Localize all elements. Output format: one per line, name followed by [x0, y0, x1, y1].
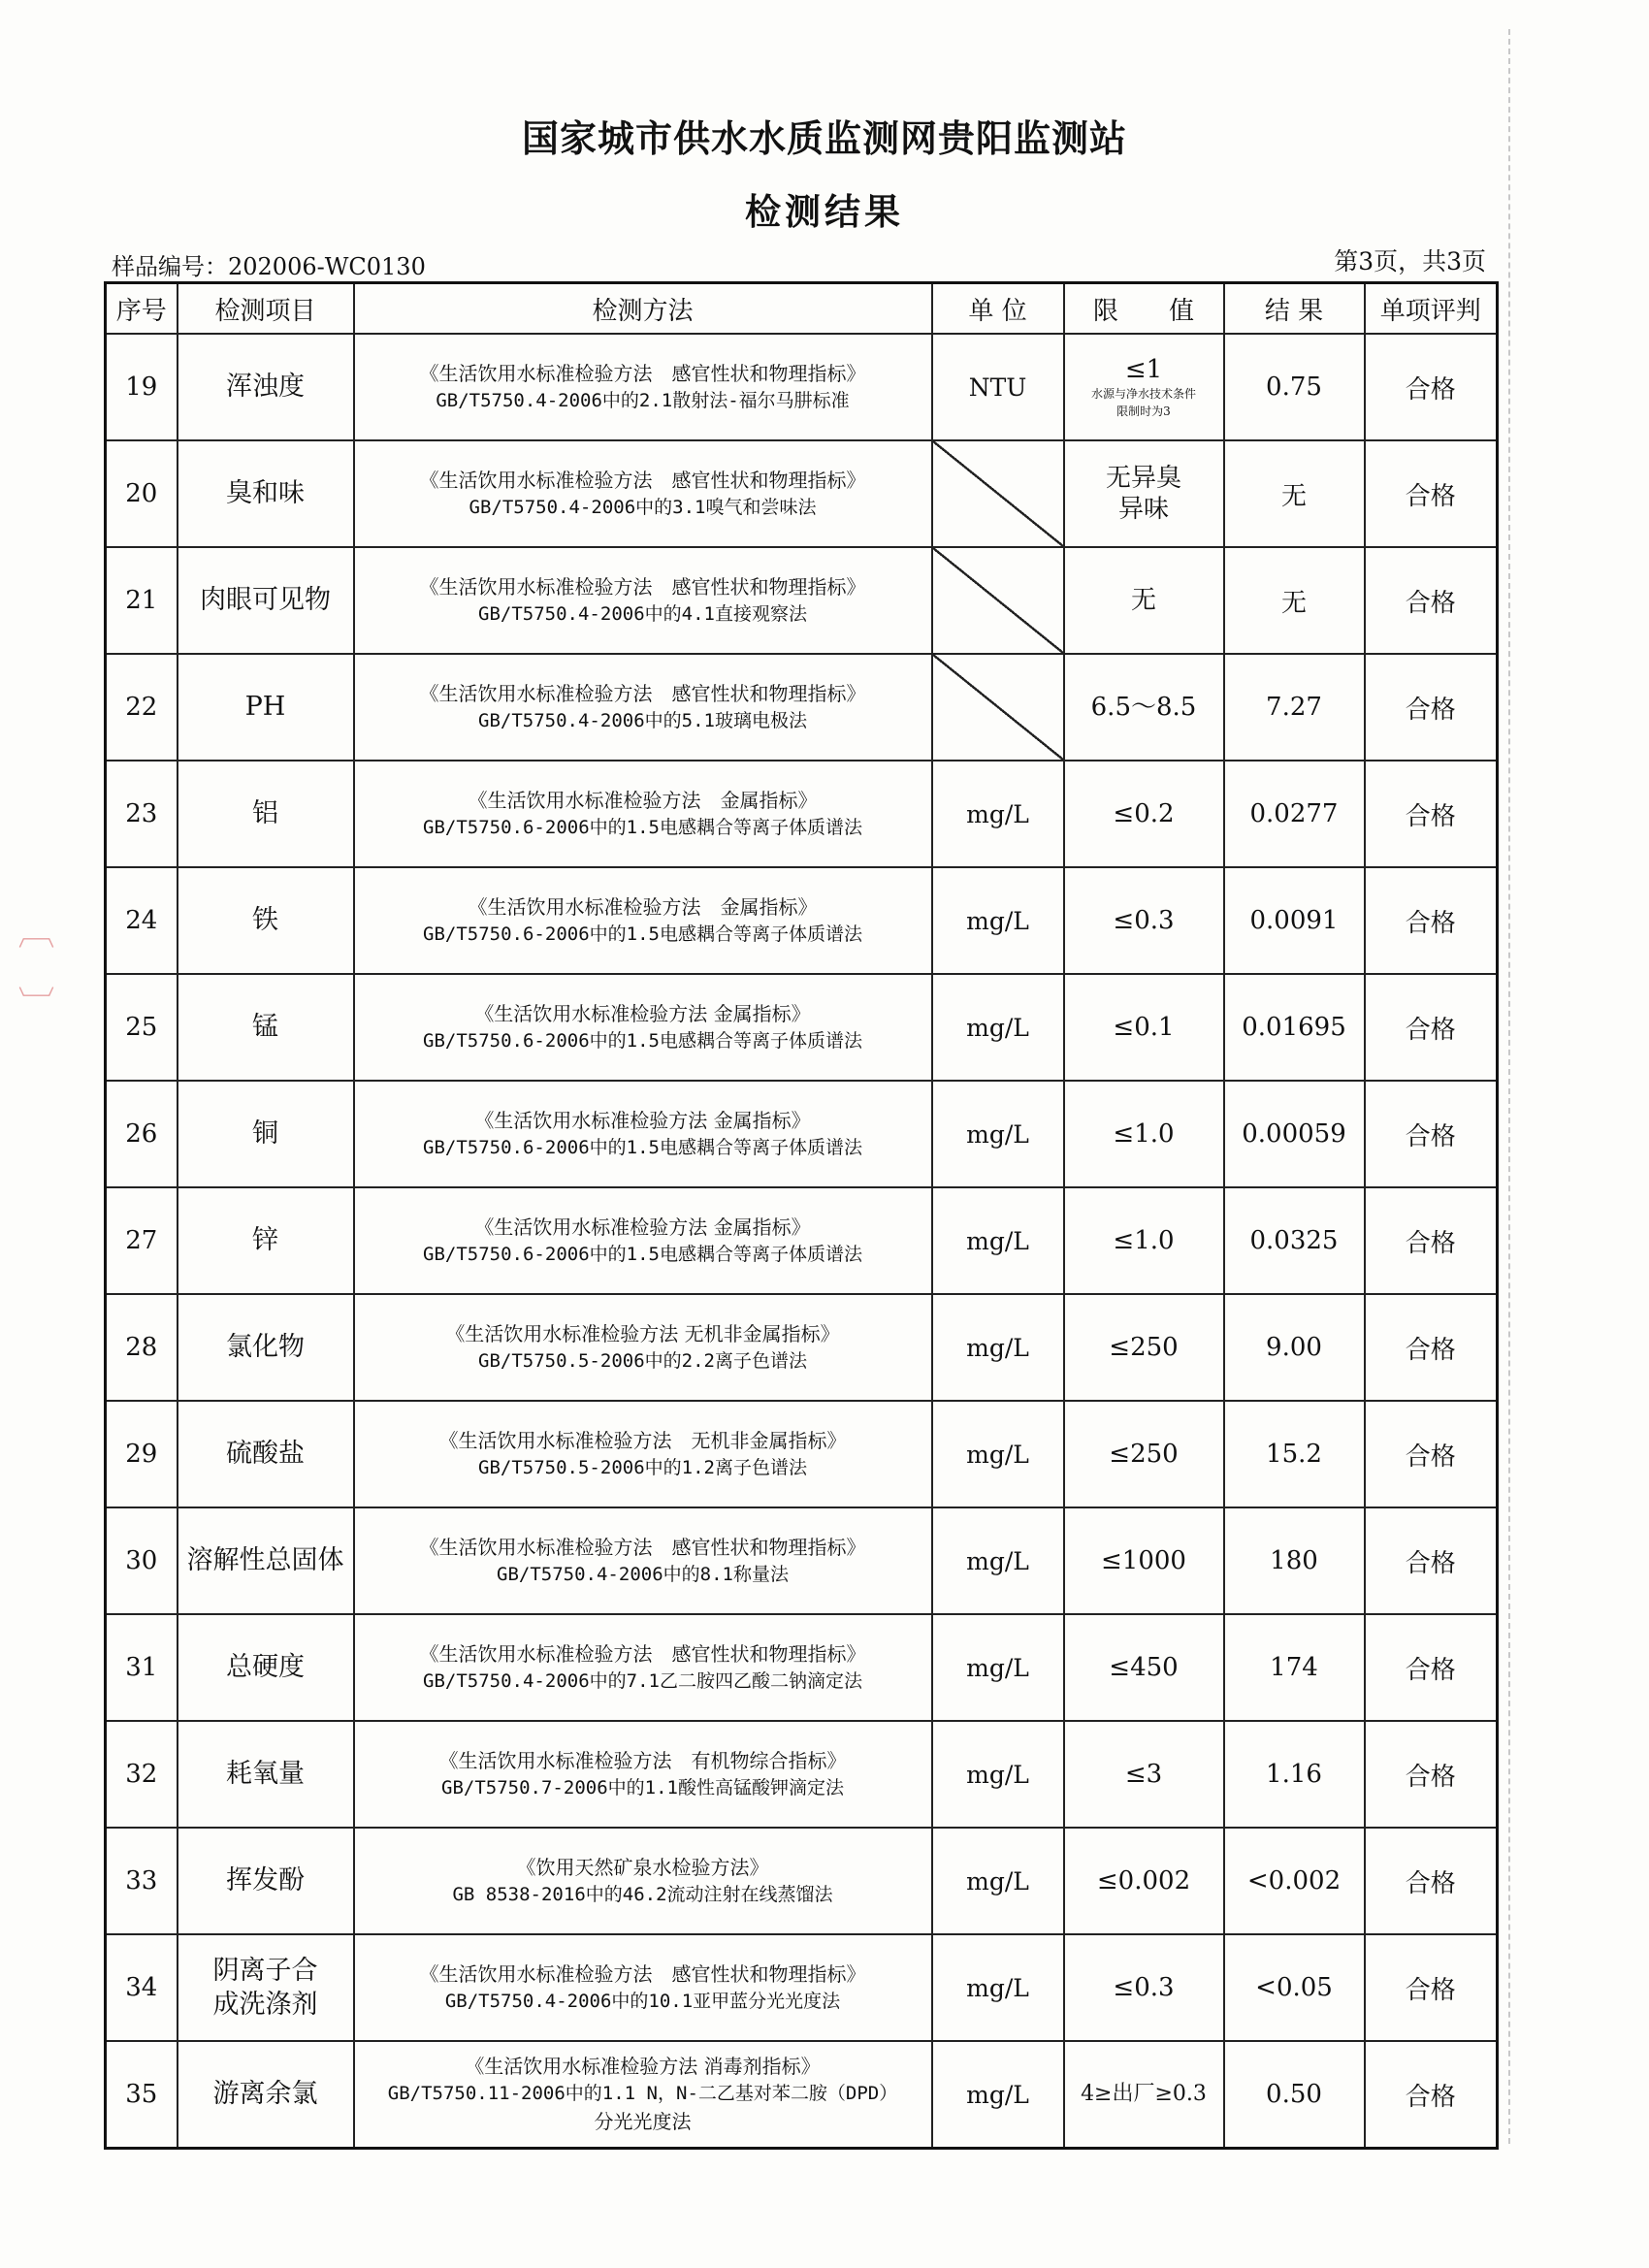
- method-line-2: GB/T5750.6-2006中的1.5电感耦合等离子体质谱法: [423, 923, 862, 945]
- table-row: [106, 1507, 1498, 1614]
- row-method: [354, 761, 932, 867]
- row-unit: mg/L: [932, 1401, 1064, 1507]
- header-seq: 序号: [106, 283, 178, 335]
- method-line-1: 《生活饮用水标准检验方法 感官性状和物理指标》: [419, 361, 866, 385]
- table-header-row: [106, 283, 1498, 335]
- table-row: [106, 1721, 1498, 1828]
- table-row: [106, 1401, 1498, 1507]
- row-item: 游离余氯: [178, 2041, 354, 2149]
- row-limit: ≤250: [1064, 1401, 1224, 1507]
- row-limit: ≤0.3: [1064, 867, 1224, 974]
- results-table: [104, 281, 1499, 2150]
- sample-number-value: 202006-WC0130: [228, 253, 426, 280]
- row-method: [354, 1721, 932, 1828]
- row-method: [354, 2041, 932, 2149]
- row-method: [354, 654, 932, 761]
- row-verdict: 合格: [1365, 1401, 1498, 1507]
- row-result: 0.0325: [1224, 1187, 1365, 1294]
- row-seq: 25: [106, 974, 178, 1081]
- method-line-2: GB/T5750.4-2006中的2.1散射法-福尔马肼标准: [436, 389, 850, 411]
- row-method: [354, 334, 932, 440]
- row-seq: 33: [106, 1828, 178, 1934]
- row-method: [354, 1401, 932, 1507]
- row-verdict: 合格: [1365, 1507, 1498, 1614]
- method-line-1: 《生活饮用水标准检验方法 消毒剂指标》: [465, 2055, 821, 2079]
- row-result: <0.002: [1224, 1828, 1365, 1934]
- method-line-2: GB/T5750.6-2006中的1.5电感耦合等离子体质谱法: [423, 1029, 862, 1052]
- method-line-1: 《生活饮用水标准检验方法 感官性状和物理指标》: [419, 574, 866, 599]
- row-verdict: 合格: [1365, 1294, 1498, 1401]
- row-unit: mg/L: [932, 1614, 1064, 1721]
- row-method: [354, 867, 932, 974]
- row-limit: ≤250: [1064, 1294, 1224, 1401]
- row-unit: mg/L: [932, 1828, 1064, 1934]
- header-method: 检测方法: [354, 283, 932, 335]
- table-row: [106, 1934, 1498, 2041]
- row-seq: 29: [106, 1401, 178, 1507]
- row-item: 总硬度: [178, 1614, 354, 1721]
- row-unit: NTU: [932, 334, 1064, 440]
- method-line-1: 《生活饮用水标准检验方法 金属指标》: [468, 788, 818, 812]
- header-result: 结 果: [1224, 283, 1365, 335]
- row-method: [354, 974, 932, 1081]
- row-seq: 23: [106, 761, 178, 867]
- row-unit: mg/L: [932, 1934, 1064, 2041]
- row-item: 肉眼可见物: [178, 547, 354, 654]
- table-row: [106, 2041, 1498, 2149]
- method-line-2: GB/T5750.5-2006中的2.2离子色谱法: [478, 1349, 807, 1372]
- method-line-1: 《饮用天然矿泉水检验方法》: [516, 1855, 769, 1879]
- row-seq: 26: [106, 1081, 178, 1187]
- row-item: 浑浊度: [178, 334, 354, 440]
- row-result: 0.75: [1224, 334, 1365, 440]
- method-line-2: GB/T5750.7-2006中的1.1酸性高锰酸钾滴定法: [441, 1776, 844, 1798]
- method-line-2: GB/T5750.4-2006中的3.1嗅气和尝味法: [469, 496, 817, 518]
- row-seq: 34: [106, 1934, 178, 2041]
- table-row: [106, 654, 1498, 761]
- table-row: [106, 974, 1498, 1081]
- row-result: 无: [1224, 440, 1365, 547]
- row-result: 无: [1224, 547, 1365, 654]
- row-result: 0.01695: [1224, 974, 1365, 1081]
- row-method: [354, 1934, 932, 2041]
- row-limit: ≤0.3: [1064, 1934, 1224, 2041]
- row-item: 铝: [178, 761, 354, 867]
- sample-number-line: [112, 247, 426, 281]
- row-item: [178, 1934, 354, 2041]
- table-row: [106, 547, 1498, 654]
- row-result: 0.00059: [1224, 1081, 1365, 1187]
- row-result: 174: [1224, 1614, 1365, 1721]
- row-limit: 6.5～8.5: [1064, 654, 1224, 761]
- row-result: 7.27: [1224, 654, 1365, 761]
- table-row: [106, 334, 1498, 440]
- table-row: [106, 761, 1498, 867]
- method-line-2: GB/T5750.4-2006中的10.1亚甲蓝分光光度法: [444, 1990, 841, 2012]
- row-unit-slash: [932, 654, 1064, 761]
- row-verdict: 合格: [1365, 1187, 1498, 1294]
- table-row: [106, 1614, 1498, 1721]
- item-label: 阴离子合成洗涤剂: [212, 1955, 318, 2020]
- table-row: [106, 1081, 1498, 1187]
- row-unit: mg/L: [932, 867, 1064, 974]
- table-row: [106, 867, 1498, 974]
- row-seq: 21: [106, 547, 178, 654]
- method-line-2: GB/T5750.11-2006中的1.1 N，N-二乙基对苯二胺（DPD）: [387, 2083, 898, 2105]
- page-subtitle: 检测结果: [745, 190, 904, 233]
- row-method: [354, 1294, 932, 1401]
- method-line-2: GB/T5750.4-2006中的8.1称量法: [497, 1563, 789, 1585]
- row-method: [354, 1828, 932, 1934]
- row-result: 0.0091: [1224, 867, 1365, 974]
- method-line-1: 《生活饮用水标准检验方法 金属指标》: [474, 1215, 811, 1239]
- row-result: 0.0277: [1224, 761, 1365, 867]
- header-verdict: 单项评判: [1365, 283, 1498, 335]
- row-result: 15.2: [1224, 1401, 1365, 1507]
- method-line-1: 《生活饮用水标准检验方法 感官性状和物理指标》: [419, 681, 866, 705]
- row-limit: [1064, 334, 1224, 440]
- limit-value: 无异臭异味: [1105, 463, 1181, 524]
- row-verdict: 合格: [1365, 1828, 1498, 1934]
- row-result: <0.05: [1224, 1934, 1365, 2041]
- row-unit-slash: [932, 440, 1064, 547]
- method-line-3: 分光光度法: [594, 2109, 692, 2133]
- method-line-2: GB/T5750.6-2006中的1.5电感耦合等离子体质谱法: [423, 816, 862, 838]
- row-unit: mg/L: [932, 1081, 1064, 1187]
- row-unit: mg/L: [932, 2041, 1064, 2149]
- row-seq: 22: [106, 654, 178, 761]
- row-unit: mg/L: [932, 1507, 1064, 1614]
- page-edge-line: [1508, 29, 1510, 2144]
- row-seq: 19: [106, 334, 178, 440]
- row-verdict: 合格: [1365, 867, 1498, 974]
- row-result: 180: [1224, 1507, 1365, 1614]
- row-unit-slash: [932, 547, 1064, 654]
- row-verdict: 合格: [1365, 2041, 1498, 2149]
- row-verdict: 合格: [1365, 1614, 1498, 1721]
- row-verdict: 合格: [1365, 1721, 1498, 1828]
- row-verdict: 合格: [1365, 1081, 1498, 1187]
- row-item: 锌: [178, 1187, 354, 1294]
- row-limit: 4≥出厂≥0.3: [1064, 2041, 1224, 2149]
- table-row: [106, 1828, 1498, 1934]
- method-line-2: GB 8538-2016中的46.2流动注射在线蒸馏法: [452, 1883, 833, 1905]
- row-limit: ≤1.0: [1064, 1081, 1224, 1187]
- row-limit: ≤0.1: [1064, 974, 1224, 1081]
- method-line-2: GB/T5750.4-2006中的7.1乙二胺四乙酸二钠滴定法: [423, 1669, 862, 1692]
- row-item: 溶解性总固体: [178, 1507, 354, 1614]
- row-seq: 31: [106, 1614, 178, 1721]
- header-limit: 限 值: [1064, 283, 1224, 335]
- row-result: 9.00: [1224, 1294, 1365, 1401]
- row-item: 硫酸盐: [178, 1401, 354, 1507]
- row-limit: ≤1.0: [1064, 1187, 1224, 1294]
- row-method: [354, 1614, 932, 1721]
- row-limit: ≤1000: [1064, 1507, 1224, 1614]
- method-line-2: GB/T5750.6-2006中的1.5电感耦合等离子体质谱法: [423, 1136, 862, 1158]
- row-unit: mg/L: [932, 1294, 1064, 1401]
- method-line-1: 《生活饮用水标准检验方法 金属指标》: [468, 894, 818, 919]
- row-item: 锰: [178, 974, 354, 1081]
- row-item: PH: [178, 654, 354, 761]
- row-limit: ≤0.002: [1064, 1828, 1224, 1934]
- method-line-1: 《生活饮用水标准检验方法 无机非金属指标》: [445, 1321, 840, 1345]
- row-limit: [1064, 440, 1224, 547]
- row-unit: mg/L: [932, 1187, 1064, 1294]
- row-verdict: 合格: [1365, 440, 1498, 547]
- row-verdict: 合格: [1365, 974, 1498, 1081]
- row-seq: 20: [106, 440, 178, 547]
- table-row: [106, 1294, 1498, 1401]
- header-unit: 单 位: [932, 283, 1064, 335]
- table-row: [106, 1187, 1498, 1294]
- row-item: 耗氧量: [178, 1721, 354, 1828]
- header-item: 检测项目: [178, 283, 354, 335]
- row-seq: 30: [106, 1507, 178, 1614]
- row-verdict: 合格: [1365, 547, 1498, 654]
- method-line-2: GB/T5750.5-2006中的1.2离子色谱法: [478, 1456, 807, 1478]
- row-seq: 35: [106, 2041, 178, 2149]
- method-line-1: 《生活饮用水标准检验方法 有机物综合指标》: [438, 1748, 847, 1772]
- method-line-2: GB/T5750.4-2006中的5.1玻璃电极法: [478, 709, 807, 731]
- table-row: [106, 440, 1498, 547]
- red-seal-stamp-mark: 〔 〕: [12, 912, 54, 1022]
- row-verdict: 合格: [1365, 1934, 1498, 2041]
- row-verdict: 合格: [1365, 761, 1498, 867]
- row-result: 1.16: [1224, 1721, 1365, 1828]
- method-line-1: 《生活饮用水标准检验方法 感官性状和物理指标》: [419, 468, 866, 492]
- row-seq: 32: [106, 1721, 178, 1828]
- row-verdict: 合格: [1365, 334, 1498, 440]
- row-seq: 27: [106, 1187, 178, 1294]
- row-unit: mg/L: [932, 1721, 1064, 1828]
- method-line-1: 《生活饮用水标准检验方法 金属指标》: [474, 1108, 811, 1132]
- row-result: 0.50: [1224, 2041, 1365, 2149]
- row-item: 臭和味: [178, 440, 354, 547]
- row-item: 铜: [178, 1081, 354, 1187]
- limit-value: ≤1: [1124, 354, 1163, 384]
- page-info: 第3页，共3页: [1334, 247, 1486, 275]
- limit-note-line-2: 限制时为3: [1116, 405, 1171, 419]
- row-unit: mg/L: [932, 974, 1064, 1081]
- row-limit: 无: [1064, 547, 1224, 654]
- page-title: 国家城市供水水质监测网贵阳监测站: [521, 116, 1127, 160]
- method-line-1: 《生活饮用水标准检验方法 无机非金属指标》: [438, 1428, 847, 1452]
- row-item: 挥发酚: [178, 1828, 354, 1934]
- row-unit: mg/L: [932, 761, 1064, 867]
- row-method: [354, 1187, 932, 1294]
- limit-note-line-1: 水源与净水技术条件: [1090, 387, 1196, 402]
- row-method: [354, 440, 932, 547]
- method-line-1: 《生活饮用水标准检验方法 感官性状和物理指标》: [419, 1535, 866, 1559]
- row-limit: ≤0.2: [1064, 761, 1224, 867]
- method-line-1: 《生活饮用水标准检验方法 感官性状和物理指标》: [419, 1961, 866, 1986]
- row-limit: ≤450: [1064, 1614, 1224, 1721]
- row-seq: 24: [106, 867, 178, 974]
- method-line-2: GB/T5750.6-2006中的1.5电感耦合等离子体质谱法: [423, 1243, 862, 1265]
- row-method: [354, 547, 932, 654]
- row-verdict: 合格: [1365, 654, 1498, 761]
- row-limit: ≤3: [1064, 1721, 1224, 1828]
- row-method: [354, 1081, 932, 1187]
- method-line-1: 《生活饮用水标准检验方法 金属指标》: [474, 1001, 811, 1025]
- method-line-1: 《生活饮用水标准检验方法 感官性状和物理指标》: [419, 1641, 866, 1666]
- row-item: 铁: [178, 867, 354, 974]
- row-seq: 28: [106, 1294, 178, 1401]
- row-method: [354, 1507, 932, 1614]
- row-item: 氯化物: [178, 1294, 354, 1401]
- sample-number-label: 样品编号：: [112, 253, 228, 280]
- method-line-2: GB/T5750.4-2006中的4.1直接观察法: [478, 602, 807, 625]
